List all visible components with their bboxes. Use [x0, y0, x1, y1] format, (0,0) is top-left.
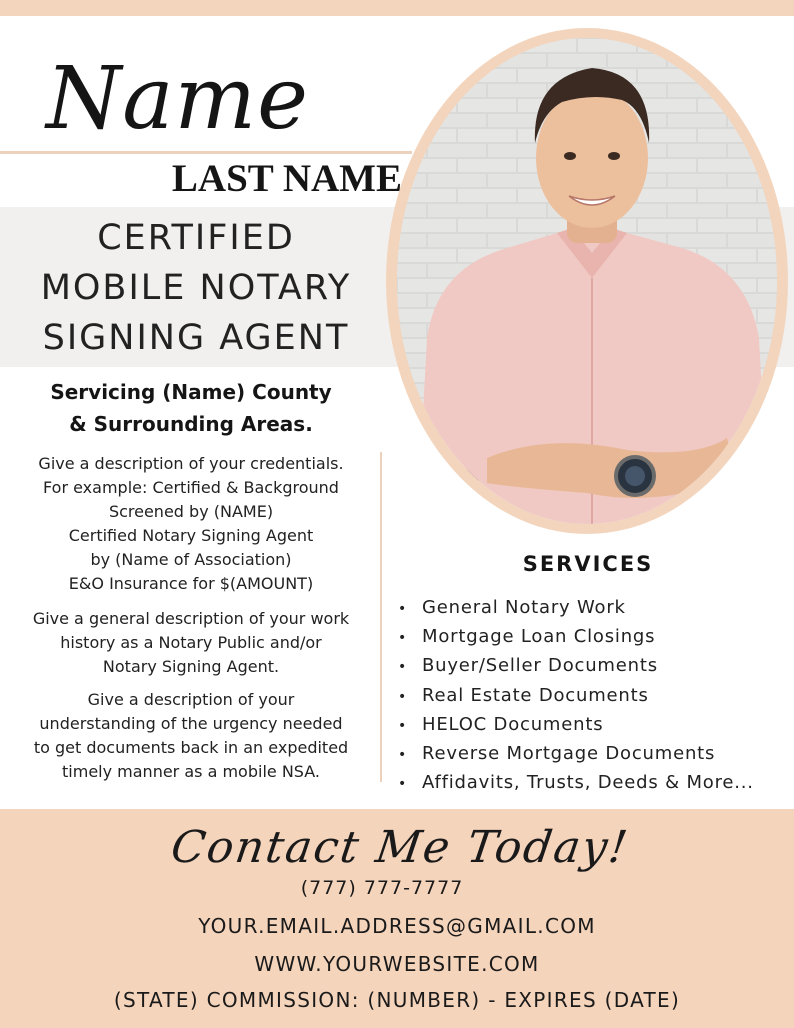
bullet-icon: • [398, 717, 408, 734]
service-item-label: Affidavits, Trusts, Deeds & More... [422, 772, 754, 794]
description-line: by (Name of Association) [90, 550, 292, 569]
contact-script-heading: Contact Me Today! [167, 822, 633, 873]
urgency-description [12, 688, 370, 784]
top-accent-band [0, 0, 794, 16]
description-line: For example: Certified & Background [43, 478, 339, 497]
description-line: Give a description of your [87, 690, 295, 709]
description-line: Certified Notary Signing Agent [68, 526, 314, 545]
job-title-line: MOBILE NOTARY [40, 268, 352, 308]
service-item-label: HELOC Documents [422, 713, 604, 735]
description-line: to get documents back in an expedited [33, 738, 349, 757]
service-item [398, 594, 790, 623]
service-area [10, 376, 372, 440]
service-item [398, 682, 790, 711]
service-item [398, 740, 790, 769]
description-line: Screened by (NAME) [108, 502, 274, 521]
bullet-icon: • [398, 747, 408, 764]
first-name-script: Name [46, 49, 309, 149]
service-item [398, 769, 790, 798]
job-title [0, 213, 392, 363]
portrait-illustration [397, 38, 777, 524]
description-line: Give a general description of your work [32, 609, 350, 628]
last-name-heading: LAST NAME [171, 157, 402, 200]
column-divider [380, 452, 382, 782]
service-item [398, 623, 790, 652]
services-heading: SERVICES [522, 552, 654, 576]
description-line: history as a Notary Public and/or [60, 633, 322, 652]
email-address[interactable]: YOUR.EMAIL.ADDRESS@GMAIL.COM [198, 914, 596, 938]
services-list [398, 594, 790, 798]
credentials-description [12, 452, 370, 596]
name-underline [0, 151, 412, 154]
website-url[interactable]: WWW.YOURWEBSITE.COM [254, 952, 540, 976]
service-item-label: Mortgage Loan Closings [422, 626, 656, 648]
description-line: Notary Signing Agent. [102, 657, 280, 676]
service-item-label: Buyer/Seller Documents [422, 655, 658, 677]
portrait-photo [397, 38, 777, 524]
job-title-line: SIGNING AGENT [42, 318, 350, 358]
description-line: understanding of the urgency needed [39, 714, 343, 733]
bullet-icon: • [398, 776, 408, 793]
phone-number[interactable]: (777) 777-7777 [300, 877, 464, 899]
service-area-line: Servicing (Name) County [50, 380, 332, 404]
commission-info: (STATE) COMMISSION: (NUMBER) - EXPIRES (DATE) [113, 988, 681, 1012]
service-item-label: Real Estate Documents [422, 684, 649, 706]
description-line: E&O Insurance for $(AMOUNT) [68, 574, 314, 593]
bullet-icon: • [398, 630, 408, 647]
service-item [398, 652, 790, 681]
service-item-label: General Notary Work [422, 597, 626, 618]
bullet-icon: • [398, 688, 408, 705]
service-area-line: & Surrounding Areas. [69, 412, 313, 436]
description-line: timely manner as a mobile NSA. [62, 762, 320, 781]
bullet-icon: • [398, 601, 408, 617]
service-item [398, 711, 790, 740]
description-line: Give a description of your credentials. [38, 454, 344, 473]
service-item-label: Reverse Mortgage Documents [422, 743, 716, 765]
work-history-description [12, 607, 370, 679]
job-title-line: CERTIFIED [97, 218, 295, 258]
bullet-icon: • [398, 659, 408, 676]
